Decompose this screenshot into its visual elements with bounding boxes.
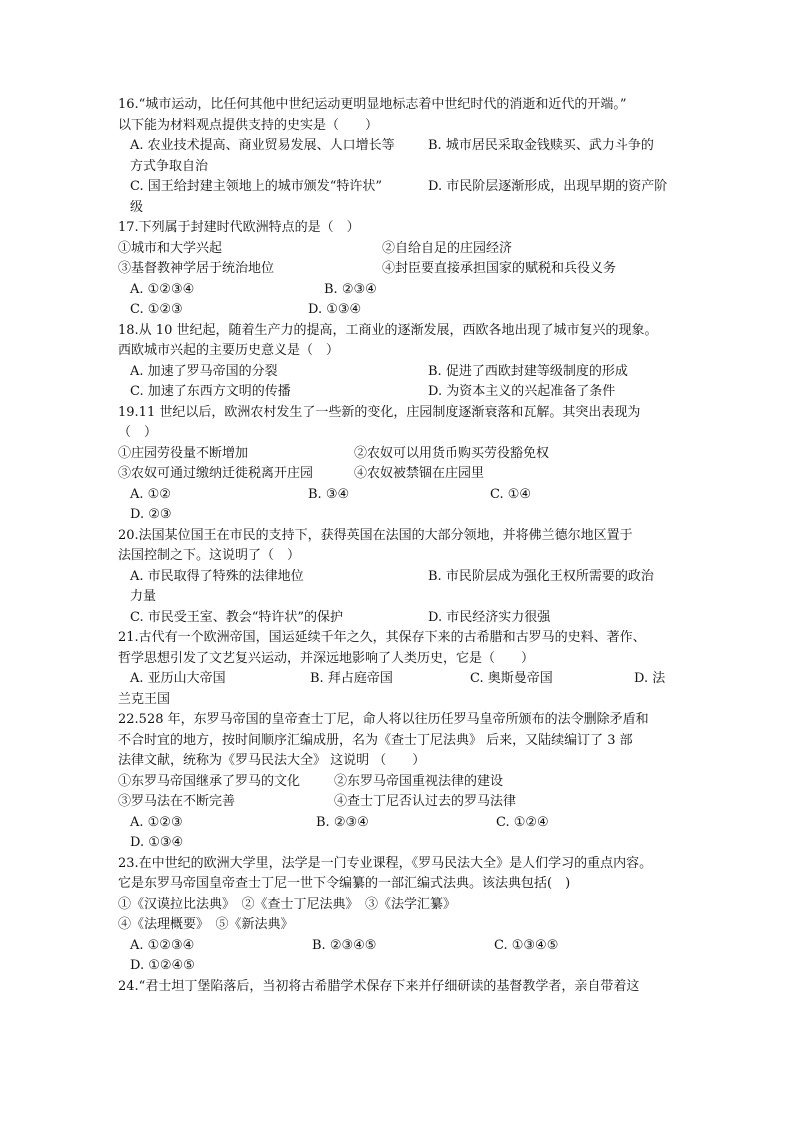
q18-option-a[interactable]: A. 加速了罗马帝国的分裂 (130, 363, 278, 379)
q21-stem-line1: 21.古代有一个欧洲帝国，国运延续千年之久，其保存下来的古希腊和古罗马的史料、著作、 (118, 630, 646, 645)
q22-item-1: ①东罗马帝国继承了罗马的文化 (118, 773, 301, 789)
q19-option-b[interactable]: B. ③④ (308, 486, 350, 502)
q22-option-a[interactable]: A. ①②③ (130, 814, 183, 830)
q17-item-4: ④封臣要直接承担国家的赋税和兵役义务 (382, 261, 617, 276)
q19-item-4: ④农奴被禁锢在庄园里 (354, 466, 485, 481)
q21-stem-line2: 哲学思想引发了文艺复兴运动，并深远地影响了人类历史，它是（ ） (118, 650, 535, 666)
q19-option-d[interactable]: D. ②③ (130, 507, 172, 522)
q16-option-b[interactable]: B. 城市居民采取金钱赎买、武力斗争的 (428, 138, 654, 153)
q17-option-d[interactable]: D. ①③④ (308, 302, 362, 317)
q16-stem-line2: 以下能为材料观点提供支持的史实是（ ） (118, 117, 379, 133)
q20-option-b-cont: 力量 (130, 589, 157, 604)
q17-item-1: ①城市和大学兴起 (118, 240, 223, 256)
q17-item-3: ③基督教神学居于统治地位 (118, 261, 275, 276)
q17-option-c[interactable]: C. ①②③ (130, 302, 183, 317)
q23-option-b[interactable]: B. ②③④⑤ (312, 937, 377, 953)
q22-item-4: ④查士丁尼否认过去的罗马法律 (334, 794, 517, 809)
q21-option-b[interactable]: B. 拜占庭帝国 (310, 671, 393, 686)
q18-option-c[interactable]: C. 加速了东西方文明的传播 (130, 384, 291, 399)
q19-item-2: ②农奴可以用货币购买劳役豁免权 (354, 445, 550, 461)
q16-option-d[interactable]: D. 市民阶层逐渐形成，出现早期的资产阶 (428, 179, 668, 194)
q22-stem-line1: 22.528 年，东罗马帝国的皇帝查士丁尼，命人将以往历任罗马皇帝所颁布的法令删除矛盾和 (118, 712, 649, 727)
q21-option-a[interactable]: A. 亚历山大帝国 (130, 671, 226, 686)
q19-option-c[interactable]: C. ①④ (490, 486, 532, 502)
q17-option-a[interactable]: A. ①②③④ (130, 281, 195, 297)
q16-option-b-cont: 方式争取自治 (130, 158, 209, 174)
q19-option-a[interactable]: A. ①② (130, 486, 171, 502)
q19-item-3: ③农奴可通过缴纳迁徙税离开庄园 (118, 466, 314, 481)
q23-stem-line2: 它是东罗马帝国皇帝查士丁尼一世下令编纂的一部汇编式法典。该法典包括( ) (118, 876, 571, 891)
q23-option-a[interactable]: A. ①②③④ (130, 937, 195, 953)
q23-option-d[interactable]: D. ①②④⑤ (130, 958, 195, 973)
q21-option-c[interactable]: C. 奥斯曼帝国 (470, 671, 553, 686)
q20-option-b[interactable]: B. 市民阶层成为强化王权所需要的政治 (428, 568, 654, 584)
q16-option-c[interactable]: C. 国王给封建主领地上的城市颁发“特许状” (130, 179, 383, 194)
q22-option-b[interactable]: B. ②③④ (316, 814, 369, 830)
q24-stem-line1: 24.“君士坦丁堡陷落后，当初将古希腊学术保存下来并仔细研读的基督教学者，亲自带着这 (118, 978, 640, 994)
q18-stem-line1: 18.从 10 世纪起，随着生产力的提高，工商业的逐渐发展，西欧各地出现了城市复兴的现象。 (118, 322, 658, 338)
q16-stem-line1: 16.“城市运动，比任何其他中世纪运动更明显地标志着中世纪时代的消逝和近代的开端。” (118, 97, 627, 112)
q21-option-d-cont: 兰克王国 (118, 691, 171, 707)
q19-stem-line1: 19.11 世纪以后，欧洲农村发生了一些新的变化，庄园制度逐渐衰落和瓦解。其突出表现为 (118, 404, 641, 420)
q22-option-c[interactable]: C. ①②④ (496, 814, 549, 830)
q22-item-3: ③罗马法在不断完善 (118, 794, 236, 809)
q20-stem-line2: 法国控制之下。这说明了（ ） (118, 548, 301, 563)
q23-items-4-5: ④《法理概要》 ⑤《新法典》 (118, 917, 294, 932)
q20-option-d[interactable]: D. 市民经济实力很强 (428, 609, 551, 625)
q19-stem-line2: （ ） (118, 425, 158, 440)
q16-option-a[interactable]: A. 农业技术提高、商业贸易发展、人口增长等 (130, 138, 395, 153)
q23-items-1-3: ①《汉谟拉比法典》 ②《查士丁尼法典》 ③《法学汇纂》 (118, 896, 457, 912)
q22-item-2: ②东罗马帝国重视法律的建设 (334, 773, 504, 789)
q22-option-d[interactable]: D. ①③④ (130, 835, 184, 850)
q20-stem-line1: 20.法国某位国王在市民的支持下，获得英国在法国的大部分领地，并将佛兰德尔地区置于 (118, 527, 633, 543)
q18-stem-line2: 西欧城市兴起的主要历史意义是（ ） (118, 343, 340, 358)
exam-page (118, 95, 678, 997)
q22-stem-line3: 法律文献，统称为《罗马民法大全》 这说明 （ ） (118, 753, 426, 768)
q16-option-d-cont: 级 (130, 199, 144, 215)
q18-option-b[interactable]: B. 促进了西欧封建等级制度的形成 (428, 363, 628, 379)
q20-option-a[interactable]: A. 市民取得了特殊的法律地位 (130, 568, 304, 584)
q18-option-d[interactable]: D. 为资本主义的兴起准备了条件 (428, 384, 616, 399)
q23-option-c[interactable]: C. ①③④⑤ (494, 937, 559, 953)
q20-option-c[interactable]: C. 市民受王室、教会“特许状”的保护 (130, 609, 344, 625)
q17-item-2: ②自给自足的庄园经济 (382, 240, 513, 256)
q23-stem-line1: 23.在中世纪的欧洲大学里，法学是一门专业课程，《罗马民法大全》是人们学习的重点内容。 (118, 855, 653, 871)
q17-stem: 17.下列属于封建时代欧洲特点的是（ ） (118, 220, 360, 235)
q22-stem-line2: 不合时宜的地方，按时间顺序汇编成册，名为《查士丁尼法典》 后来，又陆续编订了 3 部 (118, 732, 633, 748)
q17-option-b[interactable]: B. ②③④ (324, 281, 377, 297)
q19-item-1: ①庄园劳役量不断增加 (118, 445, 249, 461)
q21-option-d[interactable]: D. 法 (634, 671, 666, 686)
